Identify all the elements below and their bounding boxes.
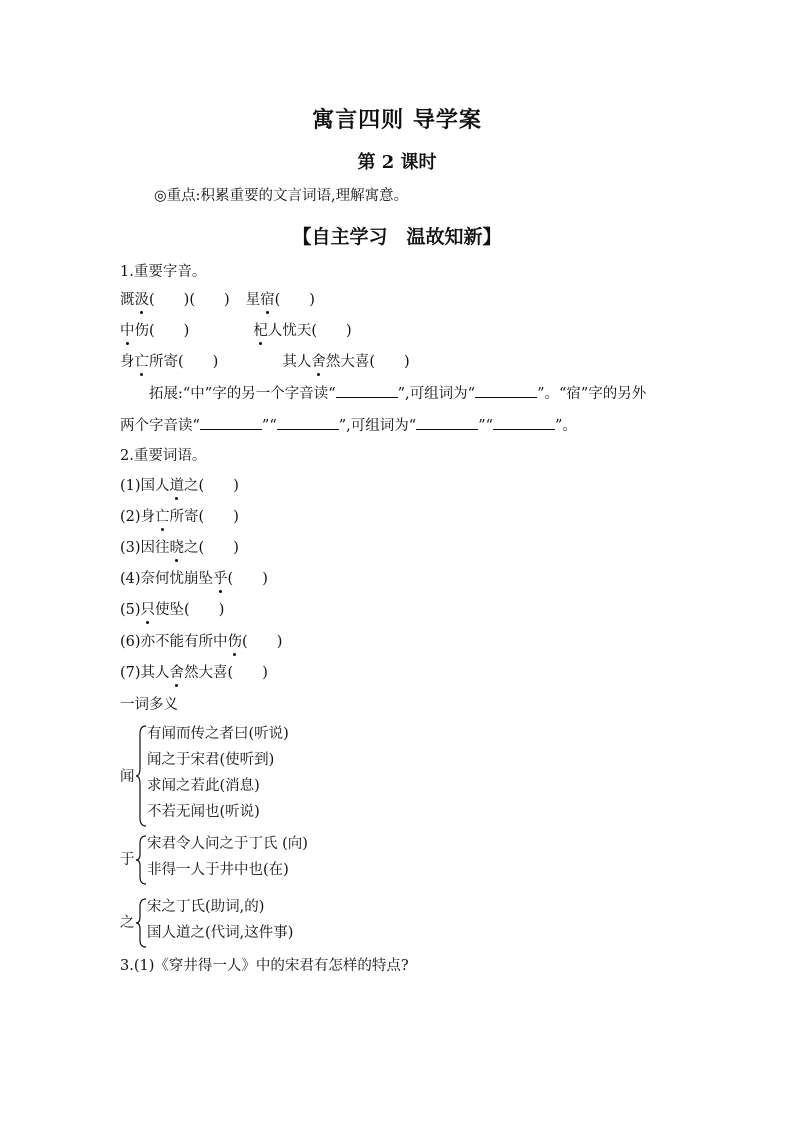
q2-item: (1)国人道之( ) [120, 478, 239, 494]
q2-item: (2)身亡所寄( ) [120, 509, 239, 525]
group-item: 闻之于宋君(使听到) [147, 752, 275, 768]
q3-heading: 3.(1)《穿井得一人》中的宋君有怎样的特点? [120, 958, 409, 974]
polysemy-heading: 一词多义 [120, 697, 178, 713]
answer-blank[interactable] [336, 385, 398, 398]
ext-text-a: 拓展:“中”字的另一个字音读“ [149, 386, 336, 402]
group-label: 于 [120, 852, 135, 868]
q1-row1-w1b: 汲 [134, 292, 149, 308]
q1-row1-w2b: 宿 [260, 292, 275, 308]
q1-row1-w1c: ( )( ) [149, 292, 230, 308]
ext-text-d: 两个字音读“ [120, 418, 200, 434]
q1-row3-w1c: 所寄( ) [149, 354, 219, 370]
q1-row3 [120, 352, 410, 372]
group-item: 不若无闻也(听说) [147, 804, 260, 820]
ext-text-g: ”“ [478, 418, 494, 434]
ext-text-h: ”。 [555, 418, 577, 434]
group-item: 非得一人于井中也(在) [147, 862, 289, 878]
q1-extension-line1 [149, 384, 646, 404]
q1-row3-w2c: 然大喜( ) [325, 354, 410, 370]
q1-row2-w1b: 伤( ) [134, 323, 190, 339]
q2-item: (7)其人舍然大喜( ) [120, 665, 268, 681]
focus-line: ◎重点:积累重要的文言词语,理解寓意。 [154, 188, 409, 204]
group-label: 之 [120, 915, 135, 931]
ext-text-f: ”,可组词为“ [338, 418, 417, 434]
q1-row2 [120, 321, 352, 341]
answer-blank[interactable] [416, 417, 478, 430]
ext-text-e: ”“ [261, 418, 277, 434]
q1-row1-w1a: 溉 [120, 292, 135, 308]
answer-blank[interactable] [200, 417, 262, 430]
group-item: 宋之丁氏(助词,的) [147, 899, 265, 915]
q1-extension-line2 [120, 416, 577, 436]
q1-row2-w1a: 中 [120, 323, 135, 339]
ext-text-c: ”。“宿”字的另外 [537, 386, 647, 402]
q2-item: (3)因往晓之( ) [120, 540, 239, 556]
q1-row1-w2c: ( ) [274, 292, 315, 308]
lesson-subtitle: 第 2 课时 [357, 152, 437, 173]
q1-row1-w2a: 星 [245, 292, 261, 308]
q1-row3-w2b: 舍 [311, 354, 326, 370]
q1-row2-w2a: 杞 [253, 323, 268, 339]
q1-heading: 1.重要字音。 [120, 264, 207, 280]
q1-row1 [120, 290, 315, 310]
q2-heading: 2.重要词语。 [120, 448, 207, 464]
group-item: 国人道之(代词,这件事) [147, 925, 294, 941]
page-title: 寓言四则 导学案 [312, 107, 482, 133]
section-heading: 【自主学习 温故知新】 [292, 226, 502, 248]
q1-row2-w2b: 人忧天( ) [267, 323, 352, 339]
answer-blank[interactable] [475, 385, 537, 398]
group-item: 求闻之若此(消息) [147, 778, 260, 794]
q1-row3-w2a: 其人 [282, 354, 312, 370]
q2-item: (6)亦不能有所中伤( ) [120, 634, 283, 650]
answer-blank[interactable] [277, 417, 339, 430]
ext-text-b: ”,可组词为“ [397, 386, 476, 402]
q1-row3-w1a: 身 [120, 354, 135, 370]
q1-row3-w1b: 亡 [134, 354, 149, 370]
group-item: 有闻而传之者曰(听说) [147, 726, 289, 742]
group-label: 闻 [120, 769, 135, 785]
q2-item: (5)只使坠( ) [120, 602, 225, 618]
q2-item: (4)奈何忧崩坠乎( ) [120, 571, 268, 587]
answer-blank[interactable] [493, 417, 555, 430]
group-item: 宋君令人问之于丁氏 (向) [147, 836, 308, 852]
